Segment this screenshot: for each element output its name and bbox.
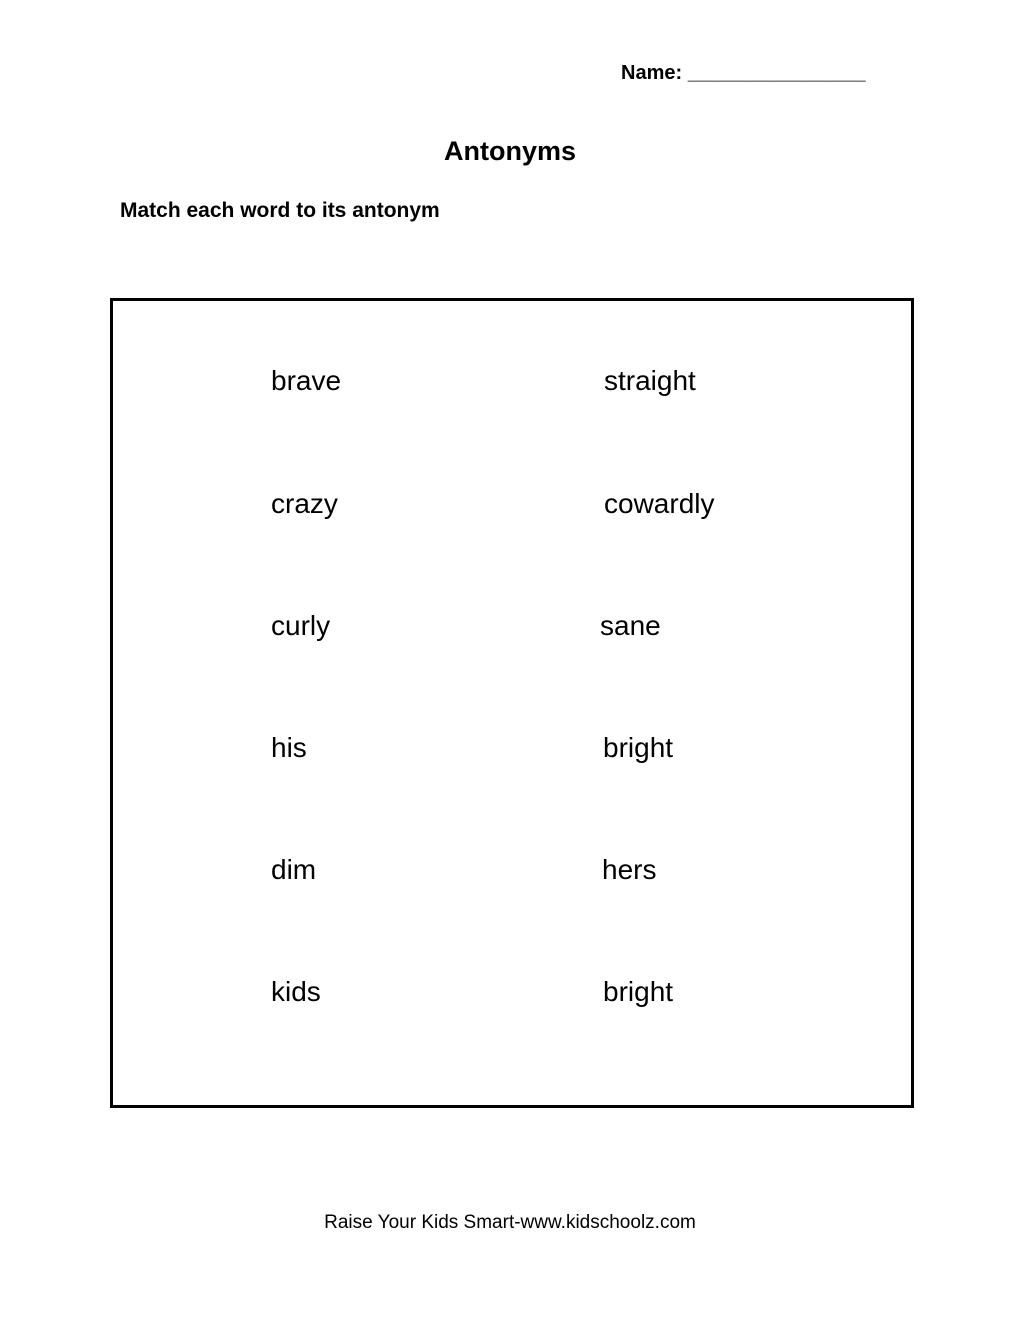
left-word: his [271,732,307,763]
left-word: curly [271,610,331,641]
page-title: Antonyms [443,136,576,166]
right-word: hers [602,854,657,885]
left-word: brave [271,365,342,396]
word-match-box [110,298,914,1108]
name-field: Name: ________________ [621,62,866,84]
left-word: crazy [271,488,338,519]
footer-text: Raise Your Kids Smart-www.kidschoolz.com [324,1212,696,1233]
right-word: bright [603,732,674,763]
right-word: straight [604,365,696,396]
right-word: cowardly [604,488,715,519]
instructions: Match each word to its antonym [120,199,440,222]
left-word: dim [271,854,317,885]
right-word: bright [603,976,674,1007]
right-word: sane [600,610,661,641]
left-word: kids [271,976,321,1007]
